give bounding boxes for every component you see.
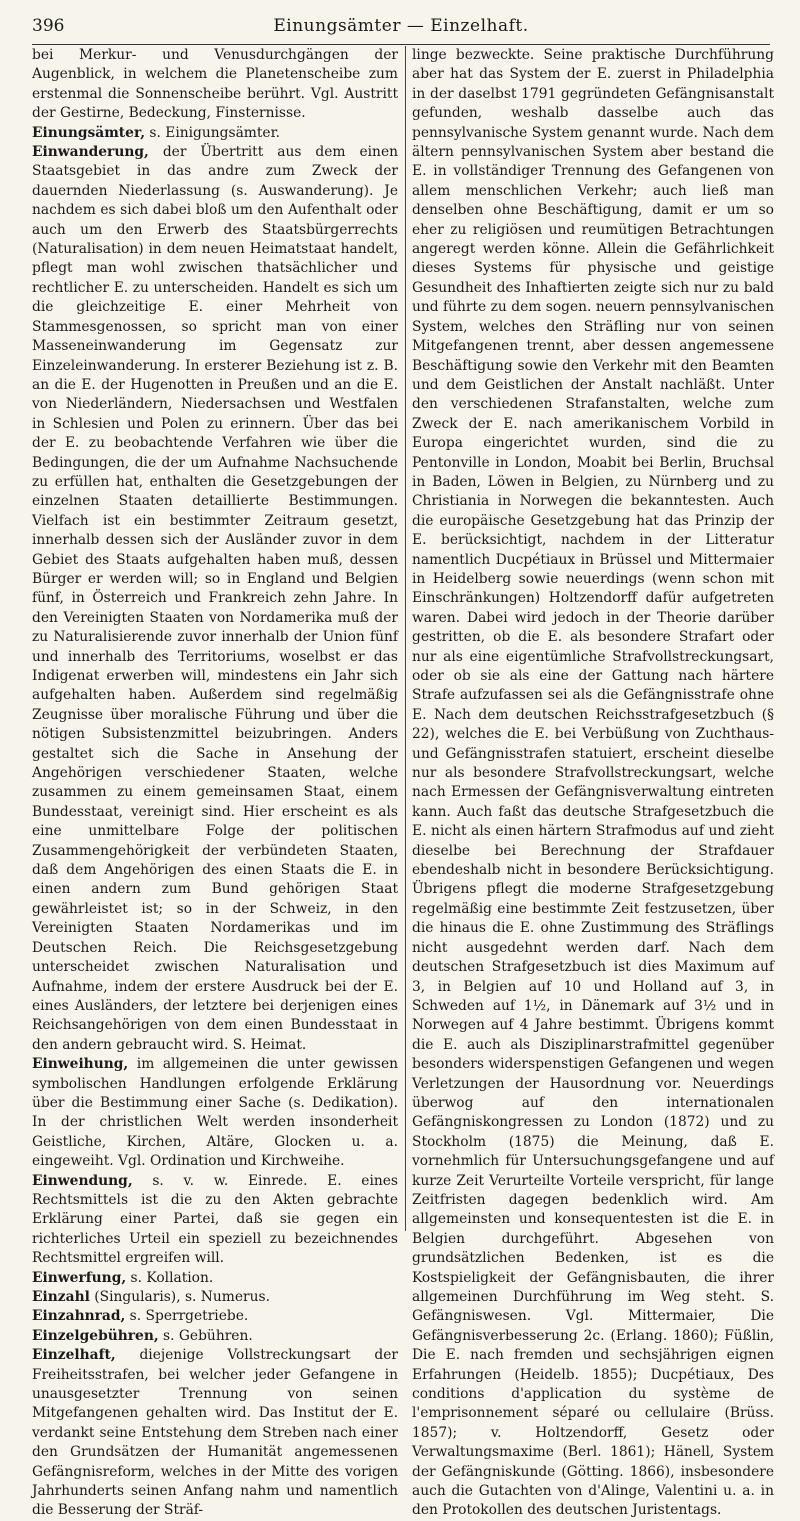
headword: Einzahl xyxy=(32,1289,90,1305)
entry-einzahl: Einzahl (Singularis), s. Numerus. xyxy=(32,1289,270,1305)
headword: Einwerfung, xyxy=(32,1269,127,1286)
headword: Einwanderung, xyxy=(32,144,149,161)
entry-continuation: bei Merkur- und Venusdurchgängen der Augenblick, in welchem die Planetenscheibe zum erstenmal die Sonnenscheibe berührt. Vgl. Austritt der Gestirne, Bedeckung, Finsternisse. xyxy=(32,47,398,122)
entry-einwanderung: Einwanderung, der Übertritt aus dem einen Staatsgebiet in das andre zum Zweck der dauernden Niederlassung (s. Auswanderung). Je nachdem es sich dabei bloß um den Aufenthalt oder auch um den Erwerb des Staatsbürgerrechts (Naturalisation) in dem neuen Heimatstaat handelt, pflegt man wohl zwischen thatsächlicher und rechtlicher E. zu unterscheiden. Handelt es sich um die gleichzeitige E. einer Mehrheit von Stammesgenossen, so spricht man von einer Masseneinwanderung im Gegensatz zur Einzeleinwanderung. In ersterer Beziehung ist z. B. an die E. der Hugenotten in Preußen und an die E. von Niederländern, Niedersachsen und Westfalen in Schlesien und Polen zu erinnern. Über das bei der E. zu beobachtende Verfahren wie über die Bedingungen, die der um Aufnahme Nachsuchende zu erfüllen hat, enthalten die Gesetzgebungen der einzelnen Staaten detaillierte Bestimmungen. Vielfach ist ein bestimmter Zeitraum gesetzt, innerhalb dessen sich der Ausländer zuvor in dem Gebiet des Staats aufgehalten haben muß, dessen Bürger er werden will; so in England und Belgien fünf, in Österreich und Frankreich zehn Jahre. In den Vereinigten Staaten von Nordamerika muß der zu Naturalisierende zuvor innerhalb der Union fünf und innerhalb des Territoriums, woselbst er das Indigenat erwerben will, mindestens ein Jahr sich aufgehalten haben. Außerdem sind regelmäßig Zeugnisse über moralische Führung und über die nötigen Subsistenzmittel beizubringen. Anders gestaltet sich die Sache in Ansehung der Angehörigen verschiedener Staaten, welche zusammen zu einem gemeinsamen Staat, einem Bundesstaat, vereinigt sind. Hier erscheint es als eine unmittelbare Folge der politischen Zusammengehörigkeit der verbündeten Staaten, daß dem Angehörigen des einen Staats die E. in einen andern zum Bund gehörigen Staat gewährleistet ist; so in der Schweiz, in den Vereinigten Staaten Nordamerikas und im Deutschen Reich. Die Reichsgesetzgebung unterscheidet zwischen Naturalisation und Aufnahme, indem der erstere Ausdruck bei der E. eines Ausländers, der letztere bei derjenigen eines Reichsangehörigen von dem einen Bundesstaat in den andern gebraucht wird. S. Heimat. xyxy=(32,144,398,1053)
right-column xyxy=(412,46,774,1521)
entry-einweihung: Einweihung, im allgemeinen die unter gewissen symbolischen Handlungen erfolgende Erklärung über die Bestimmung einer Sache (s. Dedikation). In der christlichen Welt werden insonderheit Geistliche, Kirchen, Altäre, Glocken u. a. eingeweiht. Vgl. Ordination und Kirchweihe. xyxy=(32,1056,398,1170)
running-title: Einungsämter — Einzelhaft. xyxy=(273,16,529,36)
left-column xyxy=(32,46,398,1521)
entry-einungsaemter: Einungsämter, s. Einigungsämter. xyxy=(32,124,281,141)
entry-einzelhaft-continued: linge bezweckte. Seine praktische Durchführung aber hat das System der E. zuerst in Philadelphia in der daselbst 1791 gegründeten Gefängnisanstalt gefunden, weshalb dasselbe auch das pennsylvanische System genannt wurde. Nach dem ältern pennsylvanischen System aber bestand die E. in vollständiger Trennung des Gefangenen von allem menschlichen Verkehr; auch ließ man denselben ohne Beschäftigung, damit er um so eher zu religiösen und reumütigen Betrachtungen angeregt werden könne. Allein die Gefährlichkeit dieses Systems für physische und geistige Gesundheit des Inhaftierten zeigte sich nur zu bald und führte zu dem sogen. neuern pennsylvanischen System, welches den Sträfling nur von seinen Mitgefangenen trennt, aber dessen angemessene Beschäftigung sowie den Verkehr mit den Beamten und dem Geistlichen der Anstalt nachläßt. Unter den verschiedenen Strafanstalten, welche zum Zweck der E. nach amerikanischem Vorbild in Europa eingerichtet wurden, sind die zu Pentonville in London, Moabit bei Berlin, Bruchsal in Baden, Löwen in Belgien, zu Nürnberg und zu Christiania in Norwegen die bekanntesten. Auch die europäische Gesetzgebung hat das Prinzip der E. berücksichtigt, nachdem in der Litteratur namentlich Ducpétiaux in Brüssel und Mittermaier in Heidelberg sowie neuerdings (wenn schon mit Einschränkungen) Holtzendorff dafür aufgetreten waren. Dabei wird jedoch in der Theorie darüber gestritten, ob die E. als besondere Strafart oder nur als eine eigentümliche Strafvollstreckungsart, oder ob sie als eine der Gattung nach härtere Strafe aufzufassen sei als die Gefängnisstrafe ohne E. Nach dem deutschen Reichsstrafgesetzbuch (§ 22), welches die E. bei Verbüßung von Zuchthaus- und Gefängnisstrafen statuiert, erscheint dieselbe nur als besondere Strafvollstreckungsart, welche nach Ermessen der Gefängnisverwaltung eintreten kann. Auch faßt das deutsche Strafgesetzbuch die E. nicht als einen härtern Strafmodus auf und zieht dieselbe bei Berechnung der Strafdauer ebendeshalb nicht in besondere Berücksichtigung. Übrigens pflegt die moderne Strafgesetzgebung regelmäßig eine bestimmte Zeit festzusetzen, über die hinaus die E. ohne Zustimmung des Sträflings nicht ausgedehnt werden darf. Nach dem deutschen Strafgesetzbuch ist dies Maximum auf 3, in Belgien auf 10 und Holland auf 3, in Schweden auf 1½, in Dänemark auf 3½ und in Norwegen auf 4 Jahre bestimmt. Übrigens kommt die E. auch als Disziplinarstrafmittel gegenüber besonders widerspenstigen Gefangenen und wegen Verletzungen der Hausordnung vor. Neuerdings überwog auf den internationalen Gefängniskongressen zu London (1872) und zu Stockholm (1875) die Meinung, daß E. vornehmlich für Untersuchungsgefangene und auf kurze Zeit Verurteilte Vorteile verspricht, für lange Zeitfristen dagegen bedenklich wird. Am allgemeinsten und konsequentesten ist die E. in Belgien durchgeführt. Abgesehen von grundsätzlichen Bedenken, ist es die Kostspieligkeit der Gefängnisbauten, die ihrer allgemeinen Durchführung im Weg steht. S. Gefängniswesen. Vgl. Mittermaier, Die Gefängnisverbesserung 2c. (Erlang. 1860); Füßlin, Die E. nach fremden und sechsjährigen eignen Erfahrungen (Heidelb. 1855); Ducpétiaux, Des conditions d'application du système de l'emprisonnement séparé ou cellulaire (Brüss. 1857); v. Holtzendorff, Gesetz oder Verwaltungsmaxime (Berl. 1861); Hänell, System der Gefängniskunde (Götting. 1866), insbesondere auch die Gutachten von d'Alinge, Valentini u. a. in den Protokollen des deutschen Juristentags. xyxy=(412,47,774,1519)
headword: Einzelhaft, xyxy=(32,1347,116,1364)
entry-einzelhaft: Einzelhaft, diejenige Vollstreckungsart der Freiheitsstrafen, bei welcher jeder Gefangene in unausgesetzter Trennung von seinen Mitgefangenen gehalten wird. Das Institut der E. verdankt seine Entstehung dem Streben nach einer den Grundsätzen der Humanität angemessenen Gefängnisreform, welches in der Mitte des vorigen Jahrhunderts seinen Anfang nahm und namentlich die Besserung der Sträf- xyxy=(32,1347,398,1519)
headword: Einwendung, xyxy=(32,1172,133,1189)
page-header xyxy=(32,12,770,40)
header-rule xyxy=(32,44,770,45)
entry-einzelgebuehren: Einzelgebühren, s. Gebühren. xyxy=(32,1327,253,1344)
entry-einwendung: Einwendung, s. v. w. Einrede. E. eines Rechtsmittels ist die zu den Akten gebrachte Erklärung einer Partei, daß sie gegen ein richterliches Urteil ein speziell zu bezeichnendes Rechtsmittel ergreifen will. xyxy=(32,1172,398,1267)
entry-einwerfung: Einwerfung, s. Kollation. xyxy=(32,1269,214,1286)
column-divider xyxy=(405,46,406,1231)
headword: Einungsämter, xyxy=(32,124,146,141)
headword: Einzahnrad, xyxy=(32,1308,126,1325)
headword: Einzelgebühren, xyxy=(32,1327,159,1344)
entry-einzahnrad: Einzahnrad, s. Sperrgetriebe. xyxy=(32,1308,249,1325)
headword: Einweihung, xyxy=(32,1056,129,1073)
page-number: 396 xyxy=(32,16,65,36)
